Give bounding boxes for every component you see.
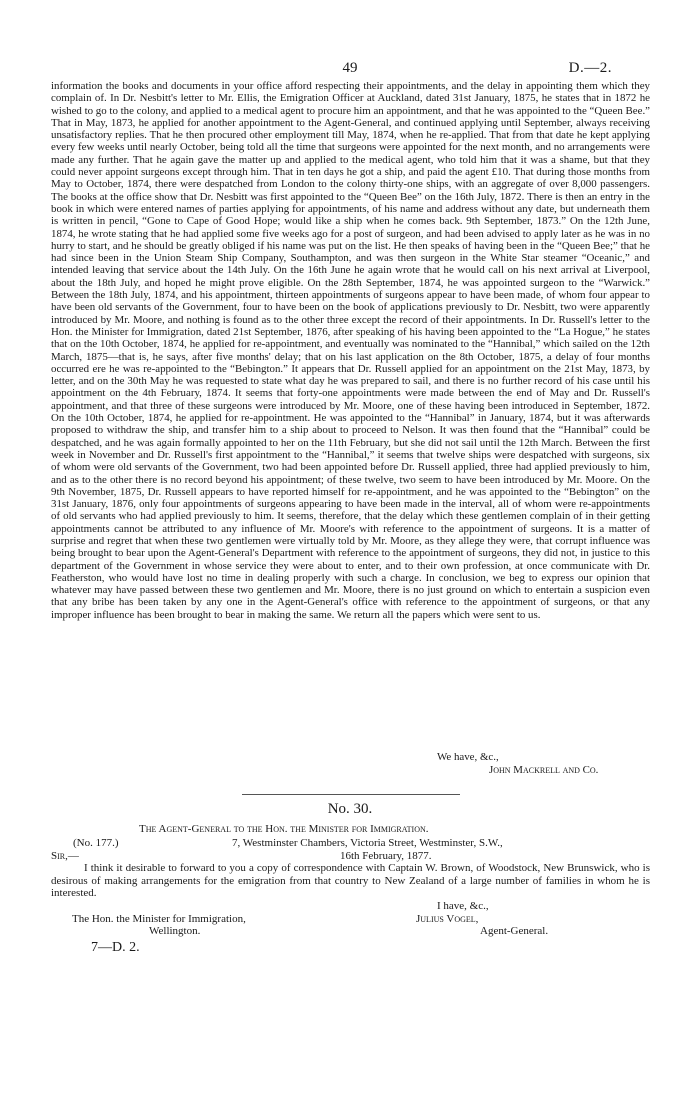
letter-recipient-location: Wellington.: [149, 925, 201, 937]
letter-heading: The Agent-General to the Hon. the Minister for Immigration.: [139, 823, 429, 835]
letter-signer-name: Julius Vogel,: [416, 913, 479, 925]
letter-address: 7, Westminster Chambers, Victoria Street, Westminster, S.W.,: [232, 837, 503, 849]
report-paragraph: information the books and documents in your office afford respecting their appointments, and the delay in appointing them which they complain of. In Dr. Nesbitt's letter to Mr. Ellis, the Emigration Officer at Auckland, dated 31st January, 1875, he states that in 1872 he wished to go to the colony, and applied to a medical agent to procure him an appointment, and that he was appointed to the “Queen Bee.” That in May, 1873, he applied for another appointment to the Agent-General, and continued applying until September, always receiving unsatisfactory replies. That he then procured other employment till May, 1874, when he re-applied. That from that date he kept applying every few weeks until nearly October, being told all the time that surgeons were appointed for the next month, and no arrangements were made any further. That he again gave the matter up and applied to the medical agent, who told him that it was a shame, but that they could never appoint surgeons except through him. That in ten days he got a ship, and paid the agent £10. That during those months from May to October, 1874, there were despatched from London to the colony thirty-one ships, with an aggregate of over 8,000 passengers. The books at the office show that Dr. Nesbitt was first appointed to the “Queen Bee” on the 16th July, 1872. There is then an entry in the book in which were entered names of parties applying for appointments, of his name and address without any date, but underneath them is written in pencil, “Gone to Cape of Good Hope; would like a ship when he comes back. 9th September, 1873.” On the 12th June, 1874, he wrote stating that he had applied some five weeks ago for a post of surgeon, and had been advised to apply later as he was in no hurry to start, and he should be greatly obliged if his name was put on the list. He then speaks of having been in the “Queen Bee;” that he had since been in the Union Steam Ship Company, Southampton, and was then surgeon in the White Star steamer “Oceanic,” and intended leaving that service about the 14th July. On the 16th June he again wrote that he would call on his next arrival at Liverpool, about the 18th July, and hoped he might prove eligible. On the 28th September, 1874, he was appointed surgeon to the “Warwick.” Between the 18th July, 1874, and his appointment, thirteen appointments of surgeons appear to have been made, of whom four appear to have been old servants of the Government, four to have been on the book of applications previously to Dr. Nesbitt, two were apparently introduced by Mr. Moore, and nothing is found as to the other three except the record of their appointments. In Dr. Russell's letter to the Hon. the Minister for Immigration, dated 21st September, 1876, after speaking of his having been appointed to the “La Hogue,” he states that on the 10th October, 1874, he applied for re-appointment, and eventually was nominated to the “Hannibal,” which sailed on the 12th March, 1875—that is, he says, after five months' delay; that on his last application on the 8th October, 1875, a delay of four months occurred ere he was re-appointed to the “Bebington.” It appears that Dr. Russell applied for an appointment on the 21st May, 1873, by letter, and on the 30th May he was requested to state what day he was prepared to sail, and there is no further record of his case until his appointment on the 4th February, 1874. It seems that forty-one appointments were made between the end of May and Dr. Russell's appointment, and that three of these surgeons were introduced by Mr. Moore, one of these having been introduced in September, 1872. On the 10th October, 1874, he applied for re-appointment. He was appointed to the “Hannibal” in January, 1874, but it was afterwards proposed to withdraw the ship, and transfer him to a ship about to proceed to Nelson. It was then found that the “Hannibal” could be despatched, and he was again formally appointed to her on the 11th February, but she did not sail until the 12th March. Between the first week in November and Dr. Russell's first appointment to the “Hannibal,” it seems that twelve ships were despatched with surgeons, six of whom were old servants of the Government, two had been appointed before Dr. Russell applied, three had applied previously to him, and as to the other there is no record beyond his appointment; of these twelve, two seem to have been introduced by Mr. Moore. On the 9th November, 1875, Dr. Russell appears to have reported himself for re-appointment, and he was appointed to the “Bebington” on the 31st January, 1876, only four appointments of surgeons appearing to have been made in the interval, all of whom were re-appointments of old servants who had applied previously to him. It seems, therefore, that the delay which these gentlemen complain of in their getting appointments cannot be attributed to any influence of Mr. Moore's with reference to the appointment of surgeons. It is a matter of surprise and regret that when these two gentlemen were virtually told by Mr. Moore, as they allege they were, that corrupt influence was being brought to bear upon the Agent-General's Department with reference to the appointment of surgeons, they did not, in justice to this department of the Government in whose service they were about to enter, and to their own profession, at once communicate with Dr. Featherston, who would have lost no time in dealing properly with such a charge. In conclusion, we beg to express our opinion that whatever may have passed between these two gentlemen and Mr. Moore, there is no just ground on which to entertain a suspicion even that any bribe has been taken by any one in the Agent-General's office with reference to the appointment of surgeons, or that any improper influence has been brought to bear in making the same. We return all the papers which were sent to us.: [51, 80, 650, 621]
letter-signer-title: Agent-General.: [480, 925, 549, 937]
letter-salutation: Sir,—: [51, 850, 79, 862]
letter-date: 16th February, 1877.: [340, 850, 432, 862]
letter-reference: (No. 177.): [73, 837, 119, 849]
letter-recipient: The Hon. the Minister for Immigration,: [72, 913, 246, 925]
letter-body: I think it desirable to forward to you a copy of correspondence with Captain W. Brown, of Woodstock, New Brunswick, who is desirous of making arrangements for the emigration from that country to New Zealand of a large number of families in whom he is interested.: [51, 862, 650, 900]
signature-mark: 7—D. 2.: [91, 940, 140, 955]
letter-closing: I have, &c.,: [437, 900, 489, 912]
letter-number: No. 30.: [327, 801, 373, 817]
report-signature: John Mackrell and Co.: [489, 764, 599, 776]
section-divider: [242, 794, 460, 795]
document-reference: D.—2.: [568, 60, 612, 76]
report-closing: We have, &c.,: [437, 751, 499, 763]
page-number: 49: [342, 60, 358, 76]
report-body: [51, 80, 650, 621]
